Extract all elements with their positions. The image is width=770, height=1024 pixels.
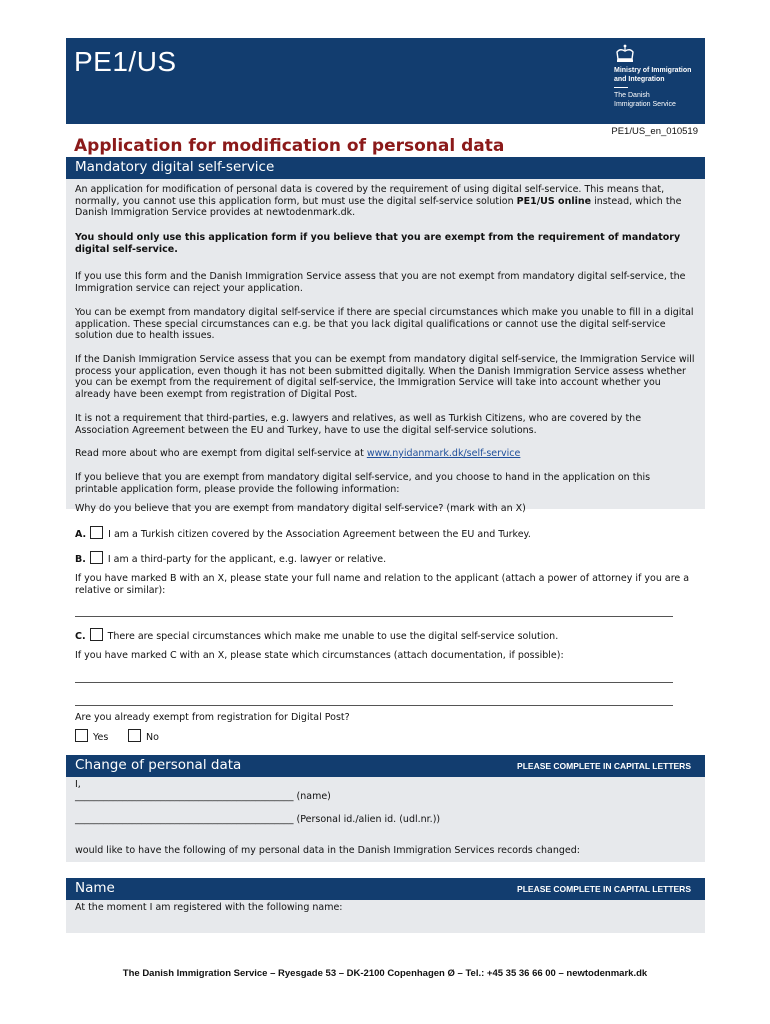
crown-icon [614, 44, 636, 64]
paragraph-provide-info: If you believe that you are exempt from mandatory digital self-service, and you choose to hand in the application on this printable application form, please provide the following information: [75, 472, 651, 495]
name-field-line[interactable]: ______________________________________________ (name) [75, 791, 331, 802]
form-code: PE1/US [74, 46, 177, 77]
paragraph-exempt-only: You should only use this application form if you believe that you are exempt from the requirement of mandatory digital self-service. [75, 232, 681, 255]
digital-post-question: Are you already exempt from registration for Digital Post? [75, 712, 350, 723]
page-title: Application for modification of personal data [74, 136, 505, 156]
option-c-answer-line-1[interactable] [75, 682, 673, 683]
ministry-name-line2: and Integration [614, 76, 665, 83]
option-b-followup: If you have marked B with an X, please state your full name and relation to the applicant (attach a power of attorney if you are a relative or similar): [75, 573, 690, 596]
option-c-checkbox[interactable] [90, 628, 103, 641]
section-heading: Change of personal data [75, 757, 242, 773]
form-reference: PE1/US_en_010519 [611, 126, 698, 137]
agency-name-line2: Immigration Service [614, 101, 676, 108]
paragraph-circumstances: You can be exempt from mandatory digital self-service if there are special circumstances which make you unable to fill in a digital application. These special circumstances can e.g. be that you lack digital qualifications or cannot use the digital self-service solution due to health issues. [75, 307, 694, 342]
paragraph-reject: If you use this form and the Danish Immigration Service assess that you are not exempt from mandatory digital self-service, the Immigration service can reject your application. [75, 271, 686, 294]
agency-name-line1: The Danish [614, 92, 650, 99]
ministry-name-line1: Ministry of Immigration [614, 67, 692, 74]
digital-post-yes: Yes [75, 729, 108, 743]
digital-post-no: No [128, 729, 159, 743]
logo-divider [614, 87, 628, 88]
paragraph-assessment: If the Danish Immigration Service assess that you can be exempt from mandatory digital self-service, the Immigration Service will process your application, even though it has not been submitted digitally. When the Danish Immigration Service assess whether you can be exempt from the requirement of digital self-service, the Immigration Service will take into account whether you already have been exempt from registration of Digital Post. [75, 354, 695, 400]
paragraph-third-parties: It is not a requirement that third-parties, e.g. lawyers and relatives, as well as Turkish Citizens, who are covered by the Association Agreement between the EU and Turkey, have to use the digital self-service solutions. [75, 413, 642, 436]
personal-id-field-line[interactable]: ______________________________________________ (Personal id./alien id. (udl.nr.)) [75, 814, 441, 825]
paragraph-read-more: Read more about who are exempt from digital self-service at www.nyidanmark.dk/self-service [75, 448, 521, 459]
option-a-checkbox[interactable] [90, 526, 103, 539]
digital-post-no-checkbox[interactable] [128, 729, 141, 742]
registered-name-label: At the moment I am registered with the following name: [75, 902, 343, 913]
option-b-checkbox[interactable] [90, 551, 103, 564]
option-c: C. There are special circumstances which make me unable to use the digital self-service solution. [75, 628, 558, 642]
section-bar-name [66, 878, 705, 900]
paragraph-intro: An application for modification of personal data is covered by the requirement of using digital self-service. This means that, normally, you cannot use this application form, but must use the digital self-service solution PE1/US online instead, which the Danish Immigration Service provides at newtodenmark.dk. [75, 184, 682, 219]
option-c-followup: If you have marked C with an X, please state which circumstances (attach documentation, if possible): [75, 650, 564, 661]
online-solution-name: PE1/US online [516, 195, 592, 207]
option-b: B. I am a third-party for the applicant, e.g. lawyer or relative. [75, 551, 386, 565]
capital-letters-note: PLEASE COMPLETE IN CAPITAL LETTERS [517, 761, 691, 771]
self-service-link[interactable]: www.nyidanmark.dk/self-service [366, 448, 521, 459]
option-c-answer-line-2[interactable] [75, 705, 673, 706]
option-b-answer-line[interactable] [75, 616, 673, 617]
footer-address: The Danish Immigration Service – Ryesgade 53 – DK-2100 Copenhagen Ø – Tel.: +45 35 36 66 00 – newtodenmark.dk [122, 968, 648, 979]
section-heading: Name [75, 880, 115, 896]
ministry-logo [614, 44, 704, 109]
header-banner [66, 38, 705, 124]
capital-letters-note: PLEASE COMPLETE IN CAPITAL LETTERS [517, 884, 691, 894]
section-heading: Mandatory digital self-service [75, 159, 275, 175]
option-a: A. I am a Turkish citizen covered by the Association Agreement between the EU and Turkey. [75, 526, 531, 540]
exemption-question: Why do you believe that you are exempt from mandatory digital self-service? (mark with an X) [75, 503, 526, 514]
i-label: I, [75, 779, 81, 790]
digital-post-yes-checkbox[interactable] [75, 729, 88, 742]
section-bar-change [66, 755, 705, 777]
section-bar-mandatory [66, 157, 705, 179]
change-statement: would like to have the following of my personal data in the Danish Immigration Services records changed: [75, 845, 580, 856]
